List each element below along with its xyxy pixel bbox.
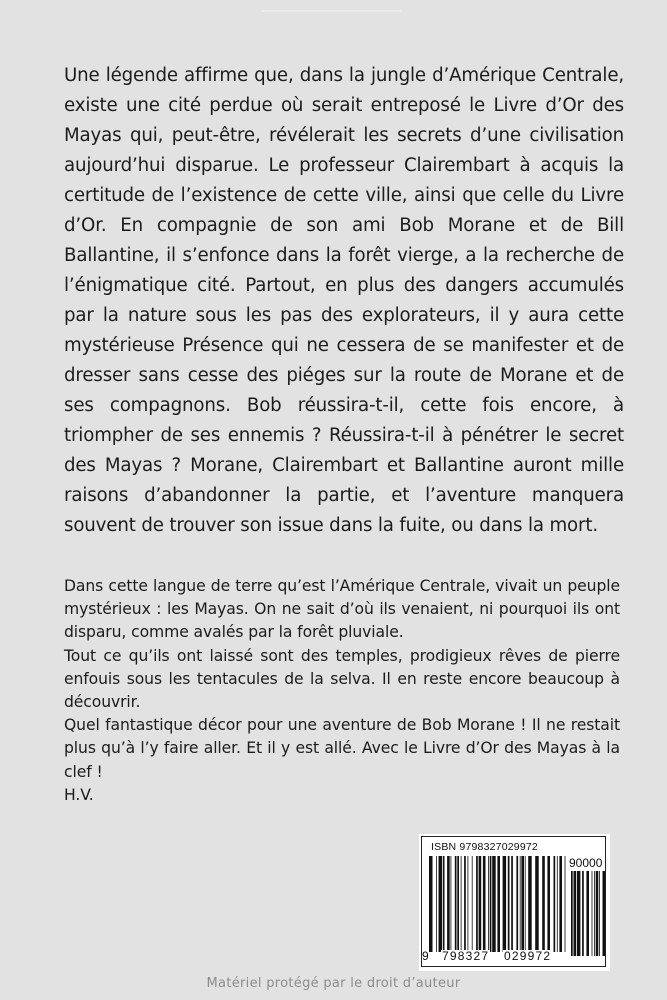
top-mark [261, 10, 401, 12]
isbn-digit-first: 9 [422, 949, 429, 963]
isbn-digits-left: 798327 [442, 949, 490, 963]
isbn-barcode [419, 834, 610, 971]
copyright-watermark: Matériel protégé par le droit d’auteur [206, 976, 461, 991]
isbn-label: ISBN 9798327029972 [431, 841, 538, 853]
note-paragraph: Tout ce qu’ils ont laissé sont des temples, prodigieux rêves de pierre enfouis sous les tentacules de la selva. Il en reste encore beaucoup à découvrir. [64, 646, 620, 712]
addon-bars [571, 871, 605, 956]
synopsis-text: Une légende affirme que, dans la jungle d’Amérique Centrale, existe une cité perdue où serait entreposé le Livre d’Or des Mayas qui, peut-être, révélerait les secrets d’une civilisation aujourd’hui disparue. Le professeur Clairembart à acquis la certitude de l’existence de cette ville, ainsi que celle du Livre d’Or. En compagnie de son ami Bob Morane et de Bill Ballantine, il s’enfonce dans la forêt vierge, a la recherche de l’énigmatique cité. Partout, en plus des dangers accumulés par la nature sous les pas des explorateurs, il y aura cette mystérieuse Présence qui ne cessera de se manifester et de dresser sans cesse des piéges sur la route de Morane et de ses compagnons. Bob réussira-t-il, cette fois encore, à triompher de ses ennemis ? Réussira-t-il à pénétrer le secret des Mayas ? Morane, Clairembart et Ballantine auront mille raisons d’abandonner la partie, et l’aventure manquera souvent de trouver son issue dans la fuite, ou dans la mort. [64, 65, 624, 536]
author-note [64, 575, 620, 807]
note-paragraph: Quel fantastique décor pour une aventure de Bob Morane ! Il ne restait plus qu’à l’y faire aller. Et il y est allé. Avec le Livre d’Or des Mayas à la clef ! [64, 716, 620, 781]
note-signature: H.V. [64, 785, 94, 804]
barcode-bars [429, 856, 567, 952]
note-paragraph: Dans cette langue de terre qu’est l’Amérique Centrale, vivait un peuple mystérieux : les Mayas. On ne sait d’où ils venaient, ni pourquoi ils ont disparu, comme avalés par la forêt pluviale. [64, 577, 620, 642]
price-addon: 90000 [569, 856, 603, 870]
isbn-digits-right: 029972 [504, 949, 552, 963]
